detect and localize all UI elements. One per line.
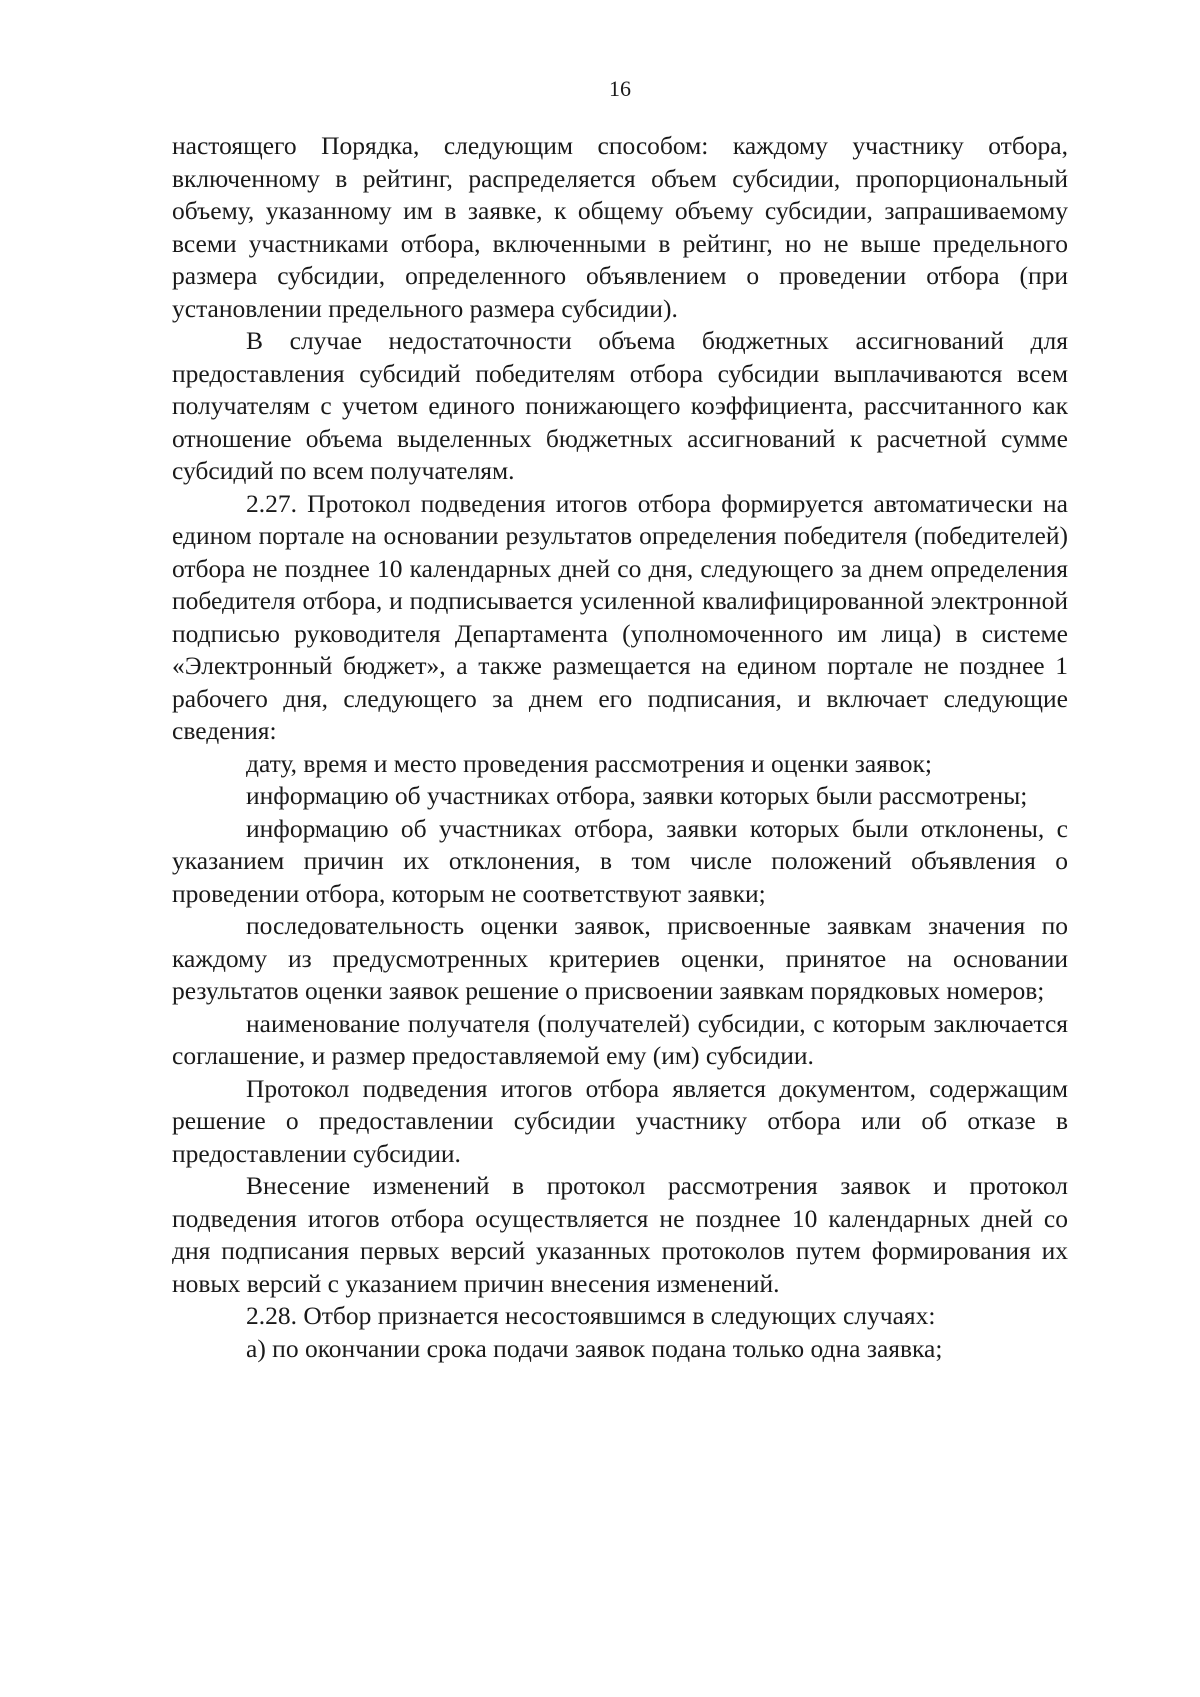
page-number: 16 (609, 76, 631, 101)
list-item-rejected-participants: информацию об участниках отбора, заявки которых были отклонены, с указанием причин их отклонения, в том числе положений объявления о проведении отбора, которым не соответствуют заявки; (172, 813, 1068, 908)
paragraph-2-28-failed-selection: 2.28. Отбор признается несостоявшимся в следующих случаях: (246, 1301, 936, 1330)
list-item-date-time-place: дату, время и место проведения рассмотрения и оценки заявок; (246, 748, 932, 778)
paragraph-2-27-protocol: 2.27. Протокол подведения итогов отбора формируется автоматически на едином портале на основании результатов определения победителя (победителей) отбора не позднее 10 календарных дней со дня, следующего за днем определения победителя отбора, и подписывается усиленной квалифицированной электронной подписью руководителя Департамента (уполномоченного им лица) в системе «Электронный бюджет», а также размещается на едином портале не позднее 1 рабочего дня, следующего за днем его подписания, и включает следующие сведения: (172, 488, 1068, 745)
list-item-single-application: а) по окончании срока подачи заявок подана только одна заявка; (246, 1333, 943, 1363)
paragraph-protocol-amendments: Внесение изменений в протокол рассмотрения заявок и протокол подведения итогов отбора осуществляется не позднее 10 календарных дней со дня подписания первых версий указанных протоколов путем формирования их новых версий с указанием причин внесения изменений. (172, 1171, 1068, 1298)
paragraph-continuation: настоящего Порядка, следующим способом: каждому участнику отбора, включенному в рейтинг, распределяется объем субсидии, пропорциональный объему, указанному им в заявке, к общему объему субсидии, запрашиваемому всеми участниками отбора, включенными в рейтинг, но не выше предельного размера субсидии, определенного объявлением о проведении отбора (при установлении предельного размера субсидии). (172, 131, 1068, 323)
document-body (172, 130, 1068, 1365)
paragraph-budget-shortfall: В случае недостаточности объема бюджетных ассигнований для предоставления субсидий победителям отбора субсидии выплачиваются всем получателям с учетом единого понижающего коэффициента, рассчитанного как отношение объема выделенных бюджетных ассигнований к расчетной сумме субсидий по всем получателям. (172, 326, 1068, 485)
list-item-reviewed-participants: информацию об участниках отбора, заявки которых были рассмотрены; (246, 781, 1028, 810)
list-item-recipient-name: наименование получателя (получателей) субсидии, с которым заключается соглашение, и размер предоставляемой ему (им) субсидии. (172, 1008, 1068, 1070)
paragraph-protocol-is-document: Протокол подведения итогов отбора является документом, содержащим решение о предоставлении субсидии участнику отбора или об отказе в предоставлении субсидии. (172, 1073, 1068, 1168)
list-item-evaluation-sequence: последовательность оценки заявок, присвоенные заявкам значения по каждому из предусмотренных критериев оценки, принятое на основании результатов оценки заявок решение о присвоении заявкам порядковых номеров; (172, 911, 1068, 1005)
